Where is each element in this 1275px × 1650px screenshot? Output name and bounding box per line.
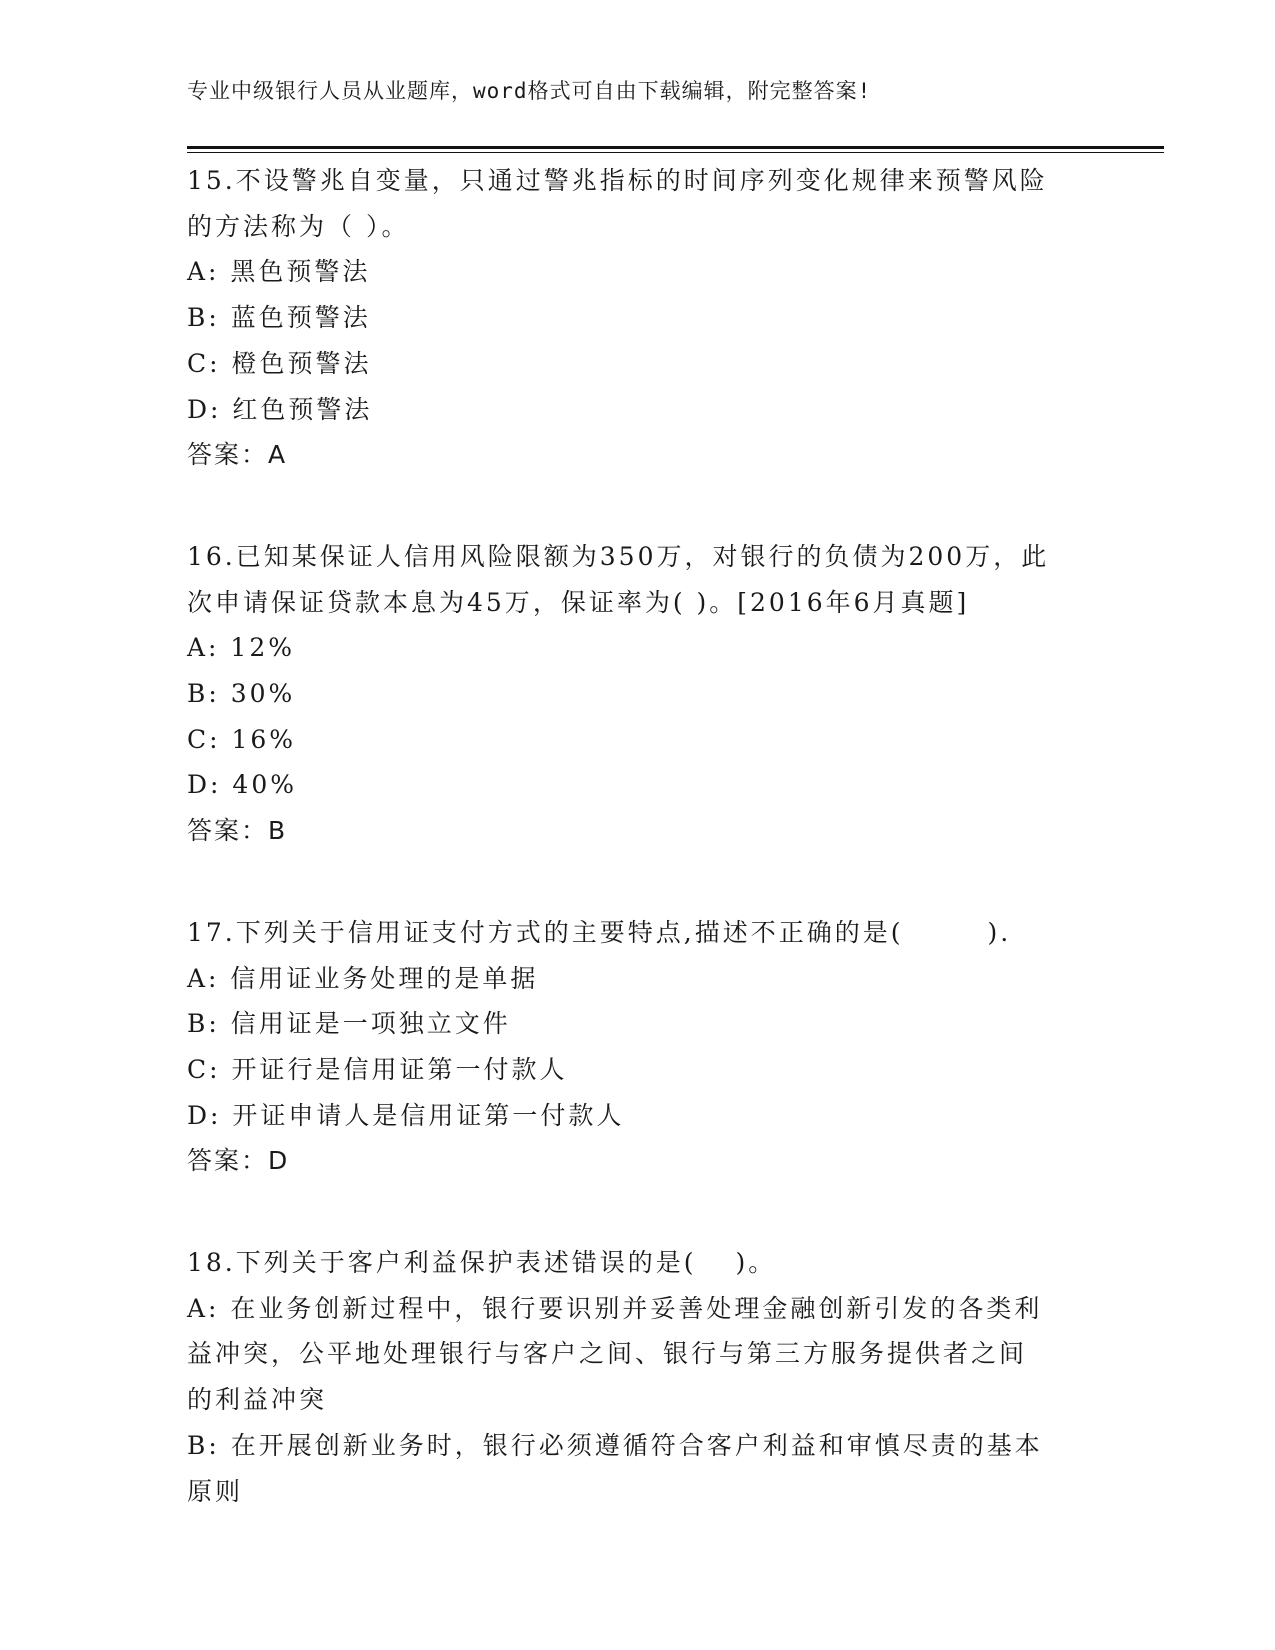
question-stem: 次申请保证贷款本息为45万，保证率为( )。[2016年6月真题]	[187, 587, 970, 617]
option-a-continued: 的利益冲突	[187, 1385, 328, 1415]
option-c: C: 16%	[187, 724, 297, 754]
question-17	[187, 910, 1087, 1184]
option-a-continued: 益冲突，公平地处理银行与客户之间、银行与第三方服务提供者之间	[187, 1339, 1028, 1369]
header-divider-thin	[187, 152, 1164, 153]
option-d: D: 40%	[187, 770, 297, 800]
header-divider-thick	[187, 146, 1164, 149]
option-b: B: 蓝色预警法	[187, 303, 371, 333]
question-15	[187, 158, 1087, 478]
option-a: A: 在业务创新过程中，银行要识别并妥善处理金融创新引发的各类利	[187, 1293, 1043, 1323]
option-b: B: 信用证是一项独立文件	[187, 1009, 511, 1039]
option-d: D: 开证申请人是信用证第一付款人	[187, 1100, 625, 1130]
answer-label: 答案：A	[187, 440, 288, 470]
question-stem: 17.下列关于信用证支付方式的主要特点,描述不正确的是( ).	[187, 917, 1012, 947]
option-a: A: 12%	[187, 633, 295, 663]
answer-label: 答案：B	[187, 816, 288, 846]
question-stem: 16.已知某保证人信用风险限额为350万，对银行的负债为200万，此	[187, 541, 1050, 571]
question-18	[187, 1240, 1087, 1514]
option-c: C: 开证行是信用证第一付款人	[187, 1054, 568, 1084]
question-stem: 15.不设警兆自变量，只通过警兆指标的时间序列变化规律来预警风险	[187, 166, 1048, 195]
option-a: A: 黑色预警法	[187, 257, 371, 287]
answer-label: 答案：D	[187, 1146, 290, 1176]
option-b: B: 30%	[187, 679, 296, 709]
question-16	[187, 534, 1087, 854]
option-b-continued: 原则	[187, 1476, 244, 1506]
option-d: D: 红色预警法	[187, 394, 373, 424]
question-stem: 的方法称为（ ）。	[187, 211, 410, 241]
option-c: C: 橙色预警法	[187, 348, 372, 378]
document-header: 专业中级银行人员从业题库，word格式可自由下载编辑，附完整答案!	[187, 79, 872, 103]
option-b: B: 在开展创新业务时，银行必须遵循符合客户利益和审慎尽责的基本	[187, 1430, 1043, 1460]
question-list	[187, 158, 1087, 1570]
option-a: A: 信用证业务处理的是单据	[187, 963, 539, 993]
question-stem: 18.下列关于客户利益保护表述错误的是( )。	[187, 1248, 777, 1278]
